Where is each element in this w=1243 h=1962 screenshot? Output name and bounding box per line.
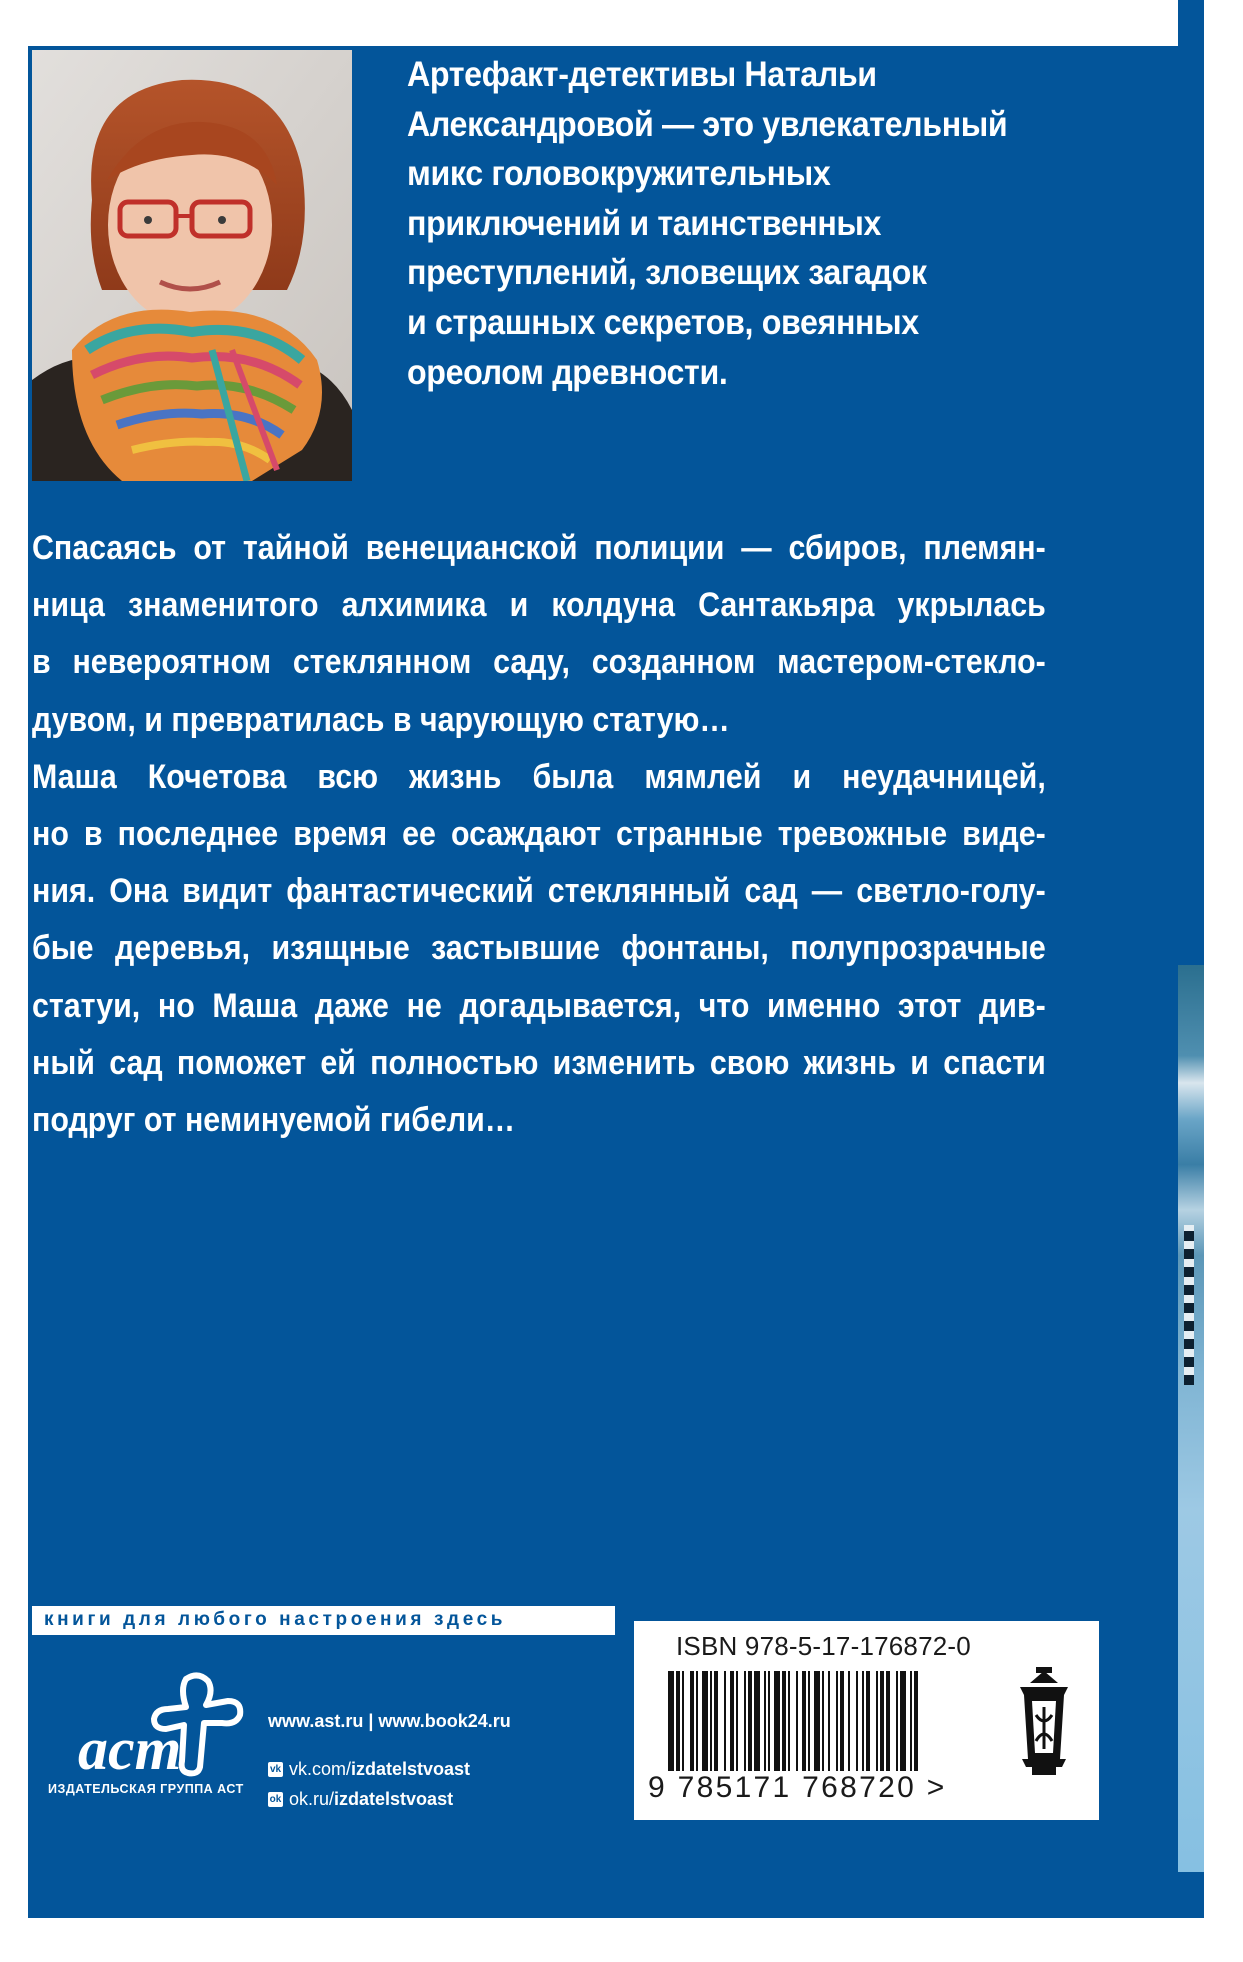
barcode-bar	[724, 1671, 726, 1771]
barcode-bar	[774, 1671, 780, 1771]
front-cover-edge-art	[1178, 965, 1204, 1872]
barcode	[668, 1671, 998, 1771]
barcode-bar	[714, 1671, 718, 1771]
site-links[interactable]: www.ast.ru | www.book24.ru	[268, 1711, 511, 1731]
publisher-name: ИЗДАТЕЛЬСКАЯ ГРУППА АСТ	[48, 1782, 244, 1796]
synopsis-line: Спасаясь от тайной венецианской полиции — сбиров, племян-	[32, 529, 1046, 567]
barcode-bar	[886, 1671, 890, 1771]
barcode-bar	[754, 1671, 760, 1771]
vk-icon: vk	[269, 1763, 282, 1775]
lantern-logo-icon	[1006, 1667, 1082, 1777]
tagline-bar	[32, 1606, 615, 1635]
barcode-bar	[768, 1671, 770, 1771]
barcode-bar	[744, 1671, 746, 1771]
barcode-bar	[668, 1671, 674, 1771]
synopsis-line: бые деревья, изящные застывшие фонтаны, полупрозрачные	[32, 929, 1046, 968]
barcode-bar	[848, 1671, 850, 1771]
barcode-bar	[808, 1671, 810, 1771]
synopsis-line: статуи, но Маша даже не догадывается, что именно этот див-	[32, 986, 1046, 1025]
isbn: ISBN 978-5-17-176872-0	[676, 1631, 971, 1661]
barcode-bar	[796, 1671, 798, 1771]
back-cover	[28, 46, 1204, 1918]
synopsis-line: в невероятном стеклянном саду, созданном мастером-стекло-	[32, 643, 1046, 682]
barcode-bar	[814, 1671, 820, 1771]
barcode-bar	[764, 1671, 766, 1771]
synopsis-line: ный сад поможет ей полностью изменить свою жизнь и спасти	[32, 1043, 1046, 1082]
tagline: книги для любого настроения здесь	[44, 1609, 507, 1630]
barcode-bar	[880, 1671, 884, 1771]
barcode-bar	[730, 1671, 734, 1771]
barcode-bar	[802, 1671, 806, 1771]
barcode-bar	[836, 1671, 838, 1771]
barcode-bar	[876, 1671, 878, 1771]
ast-logo-text: аст	[78, 1716, 182, 1781]
author-blurb: Артефакт-детективы Натальи Александровой — это увлекательный микс головокружительных приключений и таинственных преступлений, зловещих загадок и страшных секретов, овеянных ореолом древности.	[407, 55, 1008, 392]
synopsis	[32, 520, 1046, 1149]
barcode-bar	[690, 1671, 694, 1771]
barcode-bar	[782, 1671, 786, 1771]
barcode-digits: 9 785171 768720 >	[648, 1771, 947, 1804]
synopsis-line: подруг от неминуемой гибели…	[32, 1101, 516, 1140]
barcode-bar	[682, 1671, 684, 1771]
synopsis-line: Маша Кочетова всю жизнь была мямлей и неудачницей,	[32, 757, 1046, 796]
ok-icon: ok	[269, 1793, 282, 1805]
publisher-links	[268, 1711, 511, 1814]
ok-prefix: ok.ru/	[289, 1788, 335, 1809]
barcode-bar	[822, 1671, 824, 1771]
synopsis-line: ния. Она видит фантастический стеклянный сад — светло-голу-	[32, 872, 1046, 911]
ok-handle: izdatelstvoast	[334, 1788, 454, 1809]
synopsis-line: но в последнее время ее осаждают странные тревожные виде-	[32, 815, 1046, 854]
barcode-bar	[896, 1671, 898, 1771]
barcode-bar	[862, 1671, 864, 1771]
barcode-bar	[840, 1671, 844, 1771]
synopsis-line: ница знаменитого алхимика и колдуна Сантакьяра укрылась	[32, 586, 1046, 625]
barcode-bar	[788, 1671, 790, 1771]
barcode-bar	[900, 1671, 906, 1771]
barcode-bar	[702, 1671, 708, 1771]
synopsis-line: дувом, и превратилась в чарующую статую…	[32, 700, 730, 739]
vk-handle: izdatelstvoast	[351, 1758, 471, 1779]
barcode-bar	[676, 1671, 680, 1771]
barcode-bar	[696, 1671, 698, 1771]
ok-link[interactable]	[268, 1784, 511, 1814]
author-photo	[32, 50, 352, 481]
barcode-bar	[710, 1671, 712, 1771]
barcode-bar	[856, 1671, 858, 1771]
barcode-box	[634, 1621, 1099, 1820]
vk-link[interactable]	[268, 1754, 511, 1784]
barcode-bar	[748, 1671, 752, 1771]
barcode-bar	[736, 1671, 738, 1771]
barcode-bar	[866, 1671, 870, 1771]
barcode-bar	[828, 1671, 830, 1771]
barcode-bar	[914, 1671, 918, 1771]
barcode-bar	[910, 1671, 912, 1771]
vk-prefix: vk.com/	[289, 1758, 352, 1779]
